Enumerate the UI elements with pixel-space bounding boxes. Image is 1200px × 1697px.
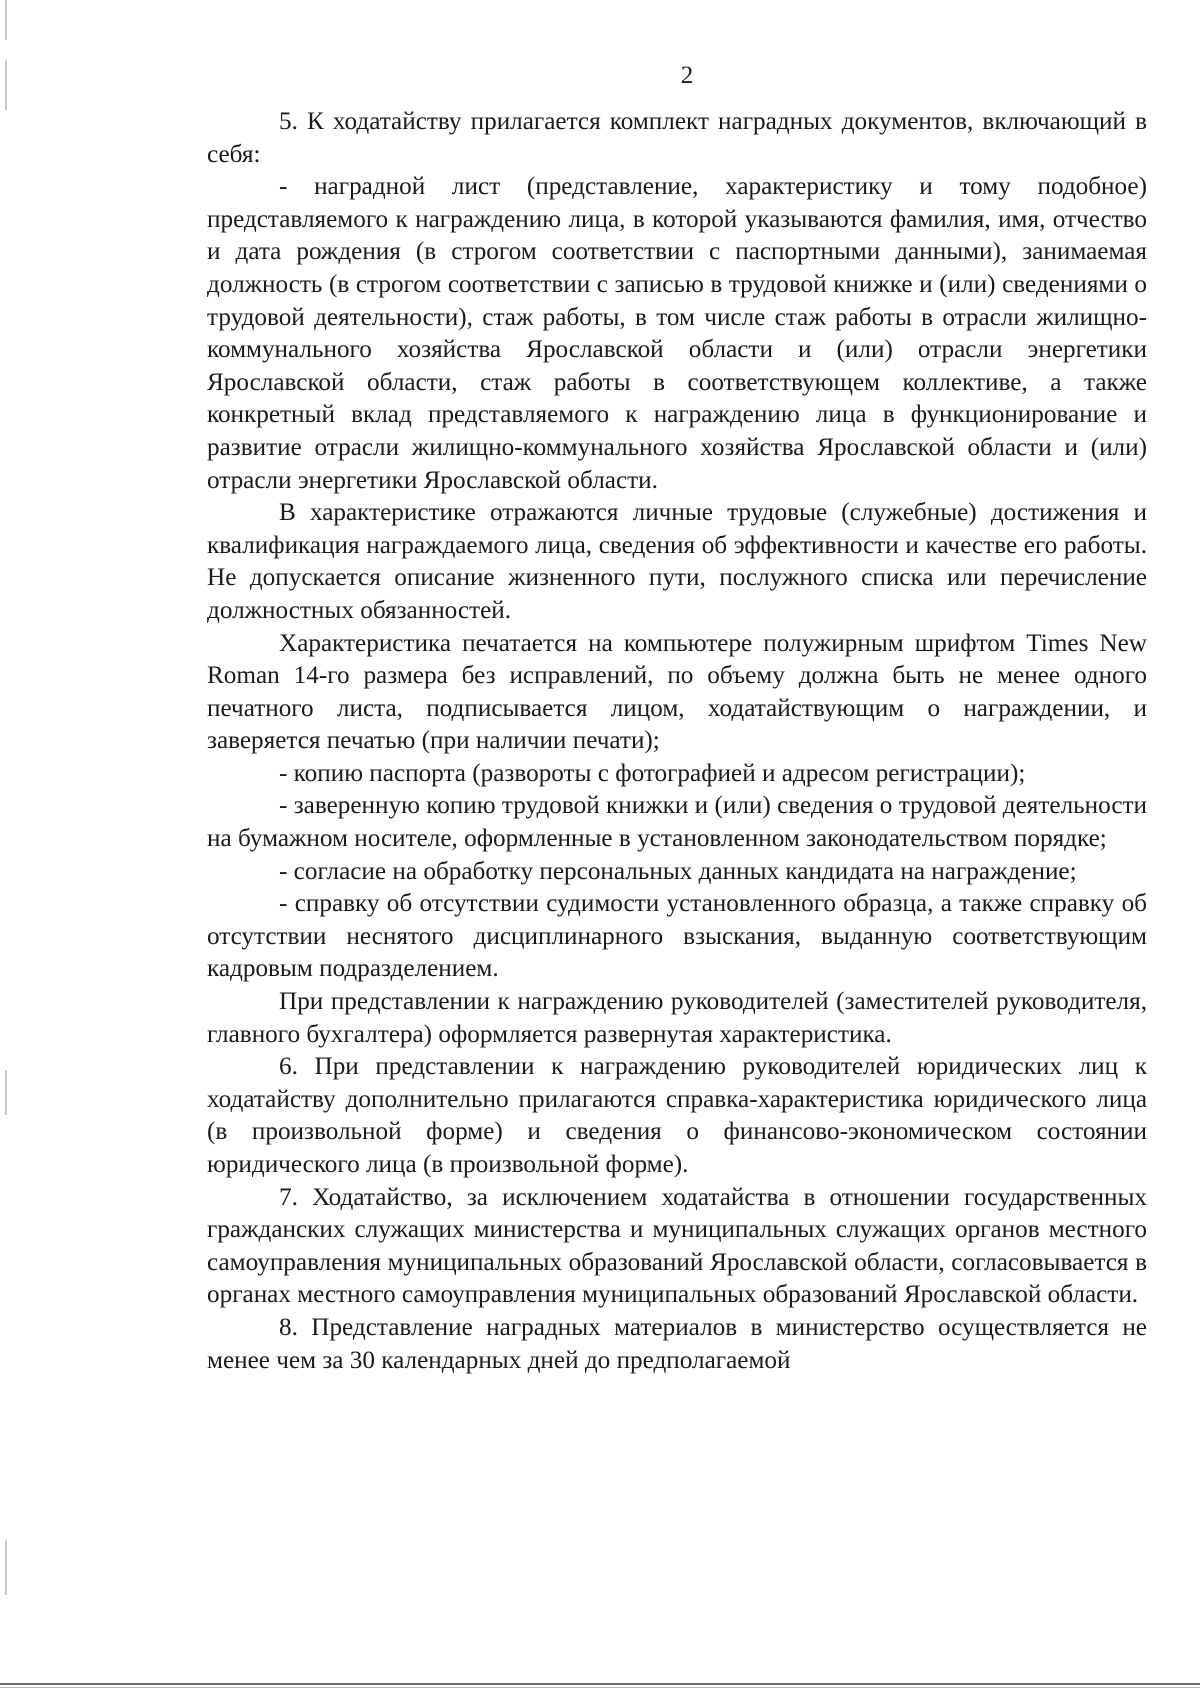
- scan-edge-mark: [5, 1540, 7, 1595]
- document-body: [207, 106, 1147, 1377]
- page-bottom-edge-shadow: [0, 1687, 1200, 1688]
- page-bottom-edge: [0, 1683, 1200, 1685]
- paragraph-award-sheet: - наградной лист (представление, характеристику и тому подобное) представляемого к награждению лица, в которой указываются фамилия, имя, отчество и дата рождения (в строгом соответствии с паспортными данными), занимаемая должность (в строгом соответствии с записью в трудовой книжке и (или) сведениями о трудовой деятельности), стаж работы, в том числе стаж работы в отрасли жилищно-коммунального хозяйства Ярославской области и (или) отрасли энергетики Ярославской области, стаж работы в соответствующем коллективе, а также конкретный вклад представляемого к награждению лица в функционирование и развитие отрасли жилищно-коммунального хозяйства Ярославской области и (или) отрасли энергетики Ярославской области.: [207, 173, 1147, 494]
- scan-edge-mark: [5, 60, 7, 110]
- paragraph-managers: При представлении к награждению руководителей (заместителей руководителя, главного бухгалтера) оформляется развернутая характеристика.: [207, 988, 1147, 1048]
- scan-edge-mark: [5, 1070, 7, 1115]
- paragraph-7: 7. Ходатайство, за исключением ходатайства в отношении государственных гражданских служащих министерства и муниципальных служащих органов местного самоуправления муниципальных образований Ярославской области, согласовывается в органах местного самоуправления муниципальных образований Ярославской области.: [207, 1183, 1147, 1309]
- paragraph-criminal-record: - справку об отсутствии судимости установленного образца, а также справку об отсутствии неснятого дисциплинарного взыскания, выданную соответствующим кадровым подразделением.: [207, 890, 1147, 983]
- paragraph-8: 8. Представление наградных материалов в министерство осуществляется не менее чем за 30 календарных дней до предполагаемой: [207, 1313, 1147, 1374]
- paragraph-6: 6. При представлении к награждению руководителей юридических лиц к ходатайству дополнительно прилагаются справка-характеристика юридического лица (в произвольной форме) и сведения о финансово-экономическом состоянии юридического лица (в произвольной форме).: [207, 1053, 1147, 1178]
- paragraph-data-consent: - согласие на обработку персональных данных кандидата на награждение;: [279, 857, 1077, 885]
- paragraph-characteristic-format: Характеристика печатается на компьютере полужирным шрифтом Times New Roman 14-го размера без исправлений, по объему должна быть не менее одного печатного листа, подписывается лицом, ходатайствующим о награждении, и заверяется печатью (при наличии печати);: [207, 629, 1147, 755]
- paragraph-5: 5. К ходатайству прилагается комплект наградных документов, включающий в себя:: [207, 108, 1147, 168]
- paragraph-employment-record: - заверенную копию трудовой книжки и (или) сведения о трудовой деятельности на бумажном носителе, оформленные в установленном законодательством порядке;: [207, 792, 1147, 853]
- scan-edge-mark: [5, 0, 7, 40]
- page-number: 2: [680, 62, 694, 89]
- paragraph-characteristic: В характеристике отражаются личные трудовые (служебные) достижения и квалификация награждаемого лица, сведения об эффективности и качестве его работы. Не допускается описание жизненного пути, послужного списка или перечисление должностных обязанностей.: [207, 499, 1147, 624]
- paragraph-passport-copy: - копию паспорта (развороты с фотографией и адресом регистрации);: [279, 759, 1026, 787]
